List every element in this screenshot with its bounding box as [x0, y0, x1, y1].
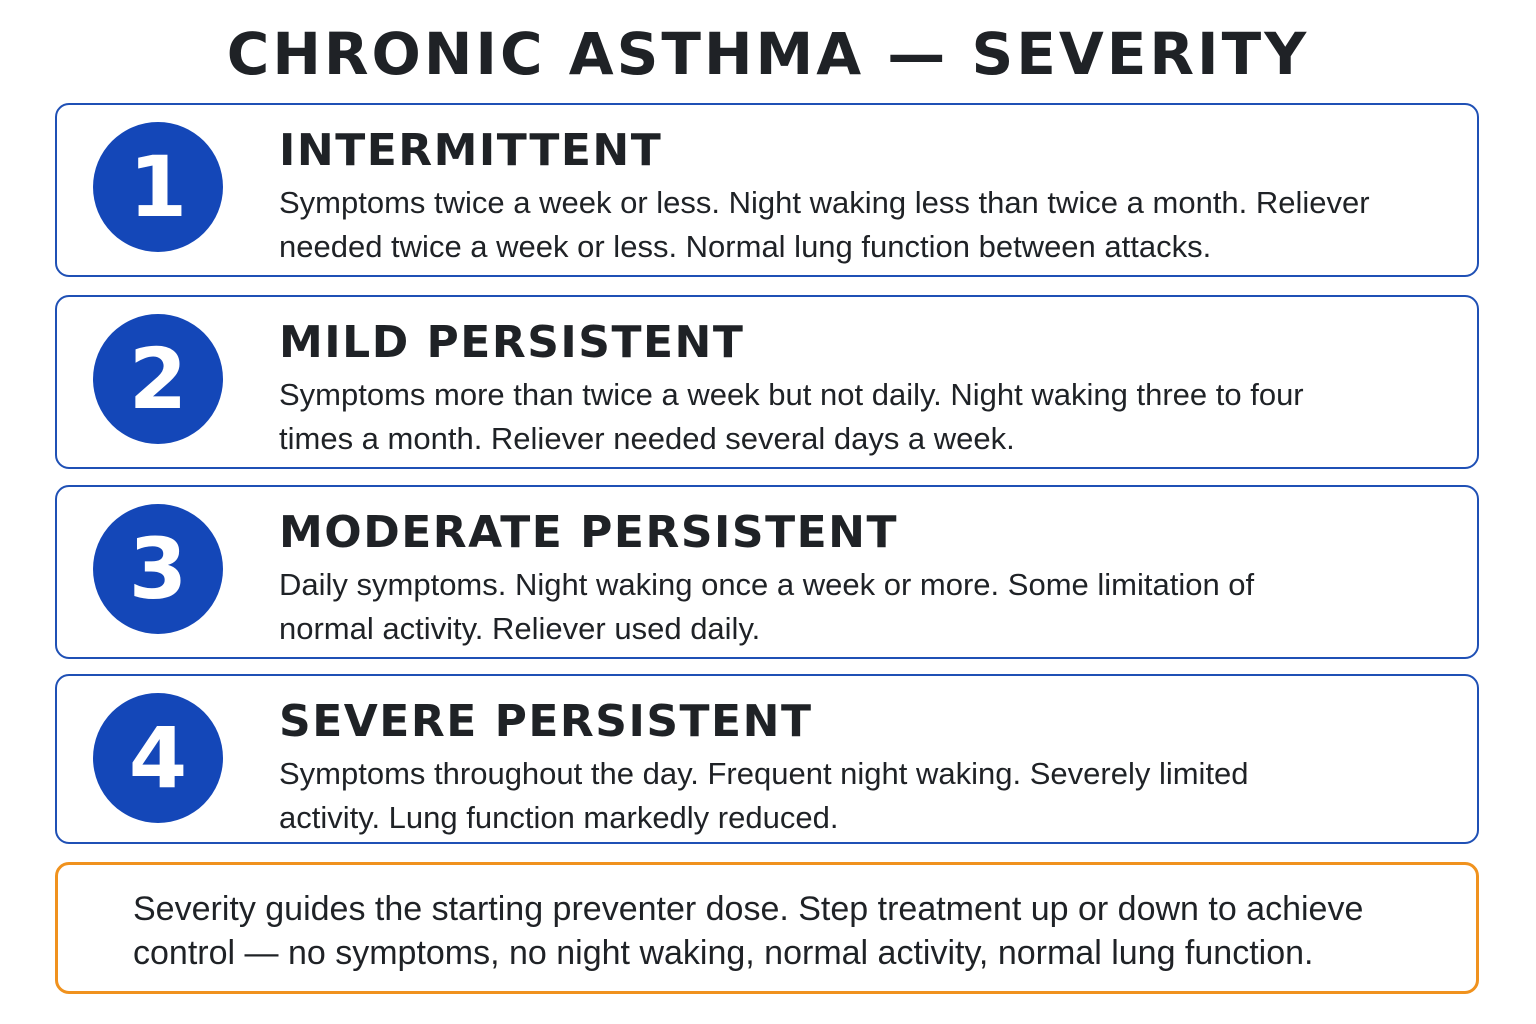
- level-number-badge: 2: [93, 314, 223, 444]
- severity-card-moderate-persistent: [55, 485, 1479, 659]
- level-description: Symptoms more than twice a week but not daily. Night waking three to four times a month. Reliever needed several days a week.: [279, 377, 1304, 456]
- severity-card-severe-persistent: [55, 674, 1479, 844]
- level-description: Daily symptoms. Night waking once a week or more. Some limitation of normal activity. Reliever used daily.: [279, 567, 1255, 646]
- level-number-badge: 3: [93, 504, 223, 634]
- level-name: SEVERE PERSISTENT: [279, 696, 813, 747]
- level-name: MILD PERSISTENT: [279, 317, 745, 368]
- treatment-note-box: [55, 862, 1479, 994]
- level-number-badge: 1: [93, 122, 223, 252]
- level-name: INTERMITTENT: [279, 125, 663, 176]
- treatment-note-text: Severity guides the starting preventer dose. Step treatment up or down to achieve control — no symptoms, no night waking, normal activity, normal lung function.: [133, 890, 1364, 972]
- level-number-badge: 4: [93, 693, 223, 823]
- severity-card-mild-persistent: [55, 295, 1479, 469]
- level-description: Symptoms twice a week or less. Night waking less than twice a month. Reliever needed twice a week or less. Normal lung function between attacks.: [279, 185, 1370, 264]
- level-description: Symptoms throughout the day. Frequent night waking. Severely limited activity. Lung function markedly reduced.: [279, 756, 1249, 835]
- page-title: CHRONIC ASTHMA — SEVERITY: [226, 20, 1310, 88]
- severity-card-intermittent: [55, 103, 1479, 277]
- level-name: MODERATE PERSISTENT: [279, 507, 899, 558]
